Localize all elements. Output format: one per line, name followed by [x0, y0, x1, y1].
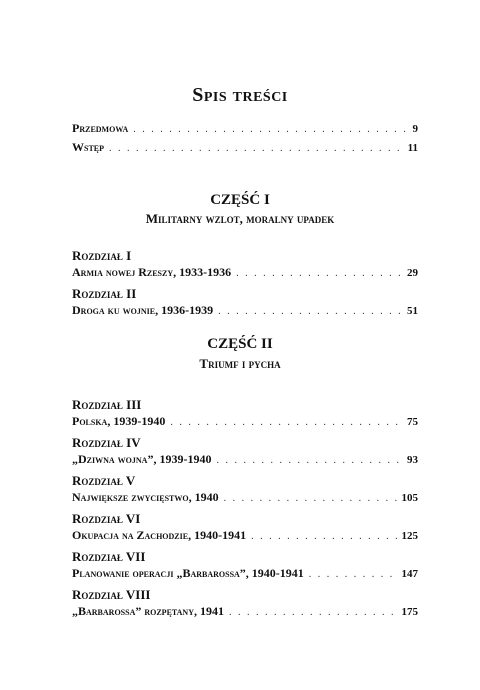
chapter-label: Rozdział VIII	[72, 587, 151, 602]
entry-page: 105	[401, 492, 418, 504]
leader-dots	[133, 124, 407, 135]
entry-page: 147	[401, 568, 418, 580]
entry-title: Przedmowa	[72, 121, 129, 135]
leader-dots	[216, 455, 402, 466]
entry-page: 51	[407, 305, 418, 317]
leader-dots	[251, 531, 396, 542]
leader-dots	[236, 268, 402, 279]
entry-title: Planowanie operacji „Barbarossa”, 1940-1941	[72, 566, 304, 580]
chapter-label: Rozdział IV	[72, 435, 141, 450]
entry-title: Droga ku wojnie, 1936-1939	[72, 303, 214, 317]
entry-page: 125	[401, 530, 418, 542]
entry-page: 29	[407, 267, 418, 279]
leader-dots	[309, 569, 397, 580]
toc-entry-preface[interactable]	[72, 121, 418, 136]
entry-title: „Dziwna wojna”, 1939-1940	[72, 452, 212, 466]
entry-title: Polska, 1939-1940	[72, 414, 166, 428]
toc-entry-chapter[interactable]	[72, 549, 418, 581]
toc-entry-chapter[interactable]	[72, 248, 418, 280]
chapter-label: Rozdział VI	[72, 511, 141, 526]
chapter-label: Rozdział II	[72, 286, 137, 301]
leader-dots	[218, 306, 402, 317]
part-title: Triumf i pycha	[199, 356, 281, 371]
toc-entry-chapter[interactable]	[72, 587, 418, 619]
leader-dots	[170, 417, 402, 428]
entry-title: Okupacja na Zachodzie, 1940-1941	[72, 528, 247, 542]
part-title: Militarny wzlot, moralny upadek	[145, 211, 335, 226]
chapter-label: Rozdział V	[72, 473, 136, 488]
entry-page: 75	[407, 416, 418, 428]
leader-dots	[229, 607, 397, 618]
entry-title: Największe zwycięstwo, 1940	[72, 490, 219, 504]
toc-entry-chapter[interactable]	[72, 511, 418, 543]
entry-title: Armia nowej Rzeszy, 1933-1936	[72, 265, 232, 279]
leader-dots	[224, 493, 397, 504]
toc-entry-chapter[interactable]	[72, 435, 418, 467]
entry-page: 9	[412, 123, 418, 135]
chapter-label: Rozdział III	[72, 397, 142, 412]
chapter-label: Rozdział I	[72, 248, 132, 263]
entry-page: 11	[407, 142, 418, 154]
toc-entry-chapter[interactable]	[72, 397, 418, 429]
part-label: CZĘŚĆ I	[210, 192, 270, 208]
entry-title: „Barbarossa” rozpętany, 1941	[72, 604, 224, 618]
chapter-label: Rozdział VII	[72, 549, 146, 564]
toc-entry-introduction[interactable]	[72, 140, 418, 155]
entry-title: Wstęp	[72, 140, 105, 154]
part-label: CZĘŚĆ II	[207, 336, 273, 352]
leader-dots	[109, 143, 403, 154]
toc-entry-chapter[interactable]	[72, 286, 418, 318]
toc-entry-chapter[interactable]	[72, 473, 418, 505]
entry-page: 175	[401, 606, 418, 618]
entry-page: 93	[407, 454, 418, 466]
toc-title: Spis treści	[192, 84, 288, 106]
